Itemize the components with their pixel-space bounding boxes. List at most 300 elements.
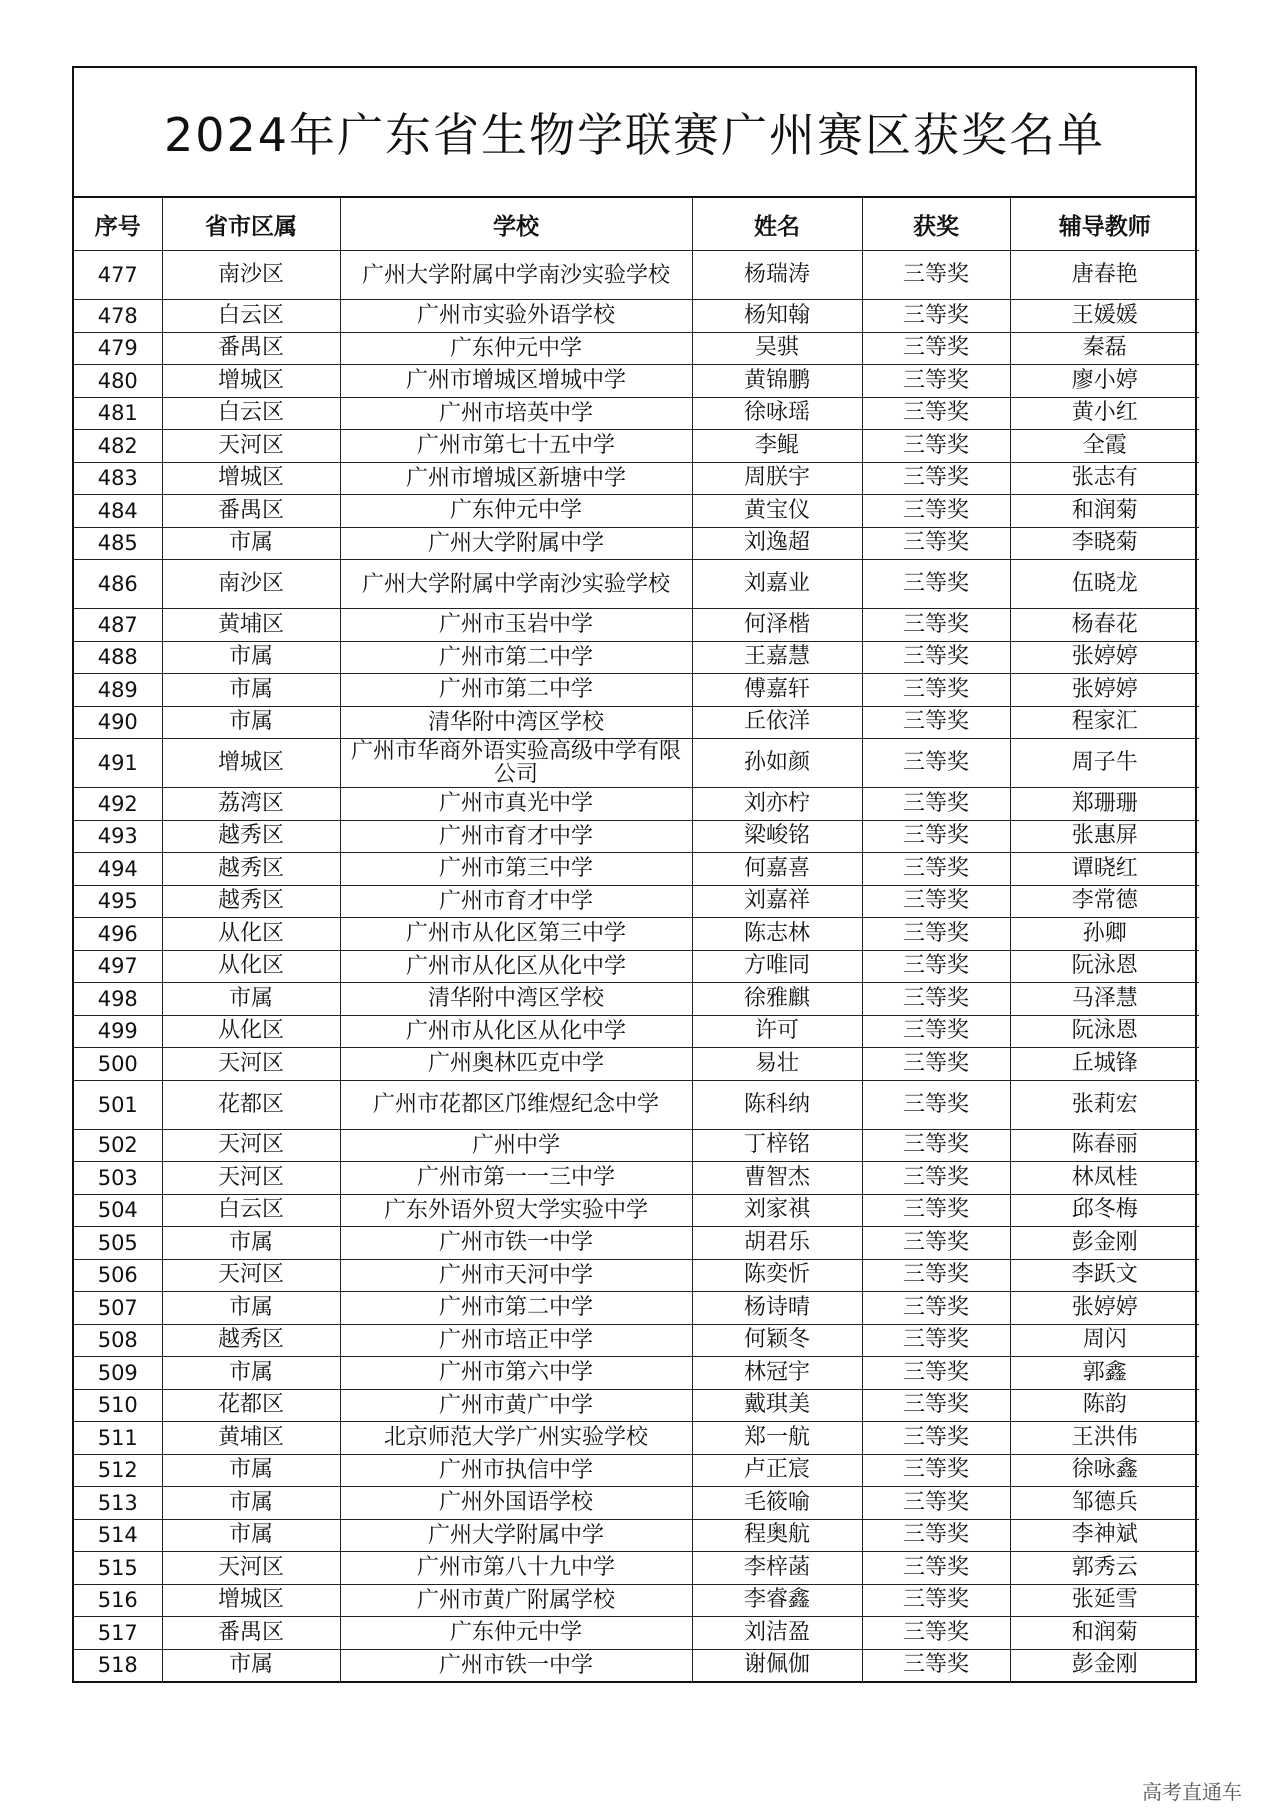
cell-award: 三等奖 (862, 251, 1010, 300)
cell-index: 481 (74, 397, 162, 430)
cell-school: 广州市第一一三中学 (340, 1162, 692, 1195)
cell-name: 何嘉喜 (692, 853, 862, 886)
cell-teacher: 阮泳恩 (1010, 1015, 1199, 1048)
cell-school: 北京师范大学广州实验学校 (340, 1422, 692, 1455)
cell-name: 刘家祺 (692, 1194, 862, 1227)
cell-award: 三等奖 (862, 1129, 1010, 1162)
cell-index: 511 (74, 1422, 162, 1455)
cell-index: 482 (74, 430, 162, 463)
cell-school: 广州市华商外语实验高级中学有限公司 (340, 739, 692, 788)
cell-name: 易壮 (692, 1048, 862, 1081)
cell-district: 增城区 (162, 1584, 340, 1617)
cell-teacher: 孙卿 (1010, 918, 1199, 951)
cell-school: 广州市玉岩中学 (340, 609, 692, 642)
cell-teacher: 张婷婷 (1010, 641, 1199, 674)
cell-district: 越秀区 (162, 1324, 340, 1357)
cell-district: 市属 (162, 1227, 340, 1260)
cell-name: 杨瑞涛 (692, 251, 862, 300)
cell-district: 增城区 (162, 365, 340, 398)
cell-award: 三等奖 (862, 885, 1010, 918)
cell-teacher: 阮泳恩 (1010, 950, 1199, 983)
cell-award: 三等奖 (862, 430, 1010, 463)
cell-district: 从化区 (162, 918, 340, 951)
cell-teacher: 邹德兵 (1010, 1487, 1199, 1520)
cell-award: 三等奖 (862, 853, 1010, 886)
cell-name: 陈奕忻 (692, 1259, 862, 1292)
cell-award: 三等奖 (862, 641, 1010, 674)
cell-index: 496 (74, 918, 162, 951)
cell-award: 三等奖 (862, 1519, 1010, 1552)
page-title: 2024年广东省生物学联赛广州赛区获奖名单 (74, 68, 1195, 198)
cell-district: 天河区 (162, 1259, 340, 1292)
cell-award: 三等奖 (862, 1194, 1010, 1227)
table-body (74, 251, 1199, 1682)
cell-teacher: 和润菊 (1010, 495, 1199, 528)
header-index: 序号 (74, 198, 162, 251)
cell-index: 480 (74, 365, 162, 398)
cell-teacher: 谭晓红 (1010, 853, 1199, 886)
cell-award: 三等奖 (862, 1259, 1010, 1292)
cell-name: 王嘉慧 (692, 641, 862, 674)
table-row (74, 462, 1199, 495)
cell-district: 市属 (162, 1292, 340, 1325)
cell-award: 三等奖 (862, 1162, 1010, 1195)
table-row (74, 1048, 1199, 1081)
cell-school: 广州市从化区从化中学 (340, 1015, 692, 1048)
cell-school: 广州市第七十五中学 (340, 430, 692, 463)
cell-district: 天河区 (162, 1552, 340, 1585)
cell-school: 广州市第三中学 (340, 853, 692, 886)
cell-index: 477 (74, 251, 162, 300)
cell-index: 502 (74, 1129, 162, 1162)
cell-award: 三等奖 (862, 1552, 1010, 1585)
cell-district: 市属 (162, 1649, 340, 1681)
table-row (74, 1617, 1199, 1650)
cell-index: 507 (74, 1292, 162, 1325)
cell-index: 510 (74, 1389, 162, 1422)
cell-district: 花都区 (162, 1080, 340, 1129)
cell-teacher: 郑珊珊 (1010, 788, 1199, 821)
cell-teacher: 唐春艳 (1010, 251, 1199, 300)
cell-school: 广州市育才中学 (340, 885, 692, 918)
cell-award: 三等奖 (862, 739, 1010, 788)
cell-name: 林冠宇 (692, 1357, 862, 1390)
cell-teacher: 周闪 (1010, 1324, 1199, 1357)
table-row (74, 706, 1199, 739)
cell-award: 三等奖 (862, 1487, 1010, 1520)
cell-school: 广州市从化区从化中学 (340, 950, 692, 983)
cell-index: 490 (74, 706, 162, 739)
cell-school: 广州市黄广中学 (340, 1389, 692, 1422)
cell-district: 市属 (162, 641, 340, 674)
cell-school: 广州市天河中学 (340, 1259, 692, 1292)
table-row (74, 397, 1199, 430)
table-row (74, 853, 1199, 886)
cell-name: 徐咏瑶 (692, 397, 862, 430)
table-row (74, 950, 1199, 983)
cell-award: 三等奖 (862, 1292, 1010, 1325)
cell-index: 517 (74, 1617, 162, 1650)
table-row (74, 788, 1199, 821)
cell-award: 三等奖 (862, 332, 1010, 365)
cell-school: 广东仲元中学 (340, 495, 692, 528)
cell-name: 曹智杰 (692, 1162, 862, 1195)
cell-school: 广东仲元中学 (340, 1617, 692, 1650)
cell-index: 514 (74, 1519, 162, 1552)
cell-teacher: 邱冬梅 (1010, 1194, 1199, 1227)
cell-teacher: 李神斌 (1010, 1519, 1199, 1552)
cell-school: 广州市从化区第三中学 (340, 918, 692, 951)
cell-name: 吴骐 (692, 332, 862, 365)
cell-name: 谢佩伽 (692, 1649, 862, 1681)
cell-school: 广州市培英中学 (340, 397, 692, 430)
cell-index: 513 (74, 1487, 162, 1520)
table-row (74, 1194, 1199, 1227)
cell-index: 494 (74, 853, 162, 886)
cell-name: 杨知翰 (692, 300, 862, 333)
table-row (74, 918, 1199, 951)
cell-index: 497 (74, 950, 162, 983)
cell-district: 白云区 (162, 300, 340, 333)
table-row (74, 1357, 1199, 1390)
cell-name: 刘逸超 (692, 527, 862, 560)
cell-school: 广州市增城区增城中学 (340, 365, 692, 398)
cell-district: 市属 (162, 527, 340, 560)
table-row (74, 1162, 1199, 1195)
cell-award: 三等奖 (862, 1048, 1010, 1081)
cell-teacher: 郭秀云 (1010, 1552, 1199, 1585)
cell-district: 越秀区 (162, 853, 340, 886)
cell-award: 三等奖 (862, 1422, 1010, 1455)
cell-teacher: 李跃文 (1010, 1259, 1199, 1292)
cell-district: 市属 (162, 1519, 340, 1552)
cell-award: 三等奖 (862, 918, 1010, 951)
cell-teacher: 张惠屏 (1010, 820, 1199, 853)
cell-award: 三等奖 (862, 820, 1010, 853)
cell-district: 南沙区 (162, 251, 340, 300)
cell-district: 花都区 (162, 1389, 340, 1422)
cell-school: 清华附中湾区学校 (340, 706, 692, 739)
table-row (74, 527, 1199, 560)
cell-name: 丘依洋 (692, 706, 862, 739)
table-row (74, 1324, 1199, 1357)
cell-name: 何泽楷 (692, 609, 862, 642)
table-row (74, 1015, 1199, 1048)
cell-teacher: 马泽慧 (1010, 983, 1199, 1016)
cell-index: 512 (74, 1454, 162, 1487)
cell-district: 从化区 (162, 1015, 340, 1048)
cell-award: 三等奖 (862, 1389, 1010, 1422)
cell-district: 越秀区 (162, 820, 340, 853)
cell-award: 三等奖 (862, 1584, 1010, 1617)
cell-index: 492 (74, 788, 162, 821)
header-district: 省市区属 (162, 198, 340, 251)
cell-name: 许可 (692, 1015, 862, 1048)
cell-name: 徐雅麒 (692, 983, 862, 1016)
cell-district: 黄埔区 (162, 609, 340, 642)
cell-name: 刘嘉业 (692, 560, 862, 609)
cell-school: 广东外语外贸大学实验中学 (340, 1194, 692, 1227)
cell-teacher: 廖小婷 (1010, 365, 1199, 398)
table-row (74, 1422, 1199, 1455)
table-row (74, 739, 1199, 788)
cell-award: 三等奖 (862, 1324, 1010, 1357)
cell-school: 广州大学附属中学南沙实验学校 (340, 560, 692, 609)
cell-index: 484 (74, 495, 162, 528)
cell-index: 483 (74, 462, 162, 495)
cell-teacher: 王洪伟 (1010, 1422, 1199, 1455)
cell-award: 三等奖 (862, 950, 1010, 983)
cell-district: 南沙区 (162, 560, 340, 609)
cell-district: 市属 (162, 983, 340, 1016)
cell-award: 三等奖 (862, 1015, 1010, 1048)
cell-district: 市属 (162, 1454, 340, 1487)
cell-teacher: 和润菊 (1010, 1617, 1199, 1650)
table-row (74, 560, 1199, 609)
table-row (74, 495, 1199, 528)
cell-award: 三等奖 (862, 495, 1010, 528)
cell-school: 广州市花都区邝维煜纪念中学 (340, 1080, 692, 1129)
cell-teacher: 张延雪 (1010, 1584, 1199, 1617)
cell-teacher: 陈韵 (1010, 1389, 1199, 1422)
cell-name: 周朕宇 (692, 462, 862, 495)
cell-teacher: 伍晓龙 (1010, 560, 1199, 609)
table-row (74, 1227, 1199, 1260)
cell-teacher: 李常德 (1010, 885, 1199, 918)
cell-index: 503 (74, 1162, 162, 1195)
cell-name: 傅嘉轩 (692, 674, 862, 707)
cell-name: 卢正宸 (692, 1454, 862, 1487)
table-row (74, 1080, 1199, 1129)
cell-award: 三等奖 (862, 1617, 1010, 1650)
cell-index: 515 (74, 1552, 162, 1585)
cell-index: 491 (74, 739, 162, 788)
award-table (74, 198, 1199, 1681)
cell-index: 509 (74, 1357, 162, 1390)
cell-district: 番禺区 (162, 1617, 340, 1650)
table-row (74, 609, 1199, 642)
cell-index: 493 (74, 820, 162, 853)
cell-name: 梁峻铭 (692, 820, 862, 853)
header-school: 学校 (340, 198, 692, 251)
cell-teacher: 彭金刚 (1010, 1227, 1199, 1260)
cell-district: 荔湾区 (162, 788, 340, 821)
cell-teacher: 张莉宏 (1010, 1080, 1199, 1129)
cell-award: 三等奖 (862, 462, 1010, 495)
cell-name: 李睿鑫 (692, 1584, 862, 1617)
table-row (74, 332, 1199, 365)
cell-index: 479 (74, 332, 162, 365)
cell-index: 487 (74, 609, 162, 642)
cell-index: 506 (74, 1259, 162, 1292)
cell-award: 三等奖 (862, 1649, 1010, 1681)
cell-award: 三等奖 (862, 527, 1010, 560)
cell-school: 广州市铁一中学 (340, 1227, 692, 1260)
cell-teacher: 程家汇 (1010, 706, 1199, 739)
cell-index: 508 (74, 1324, 162, 1357)
cell-district: 市属 (162, 706, 340, 739)
cell-name: 刘洁盈 (692, 1617, 862, 1650)
cell-award: 三等奖 (862, 397, 1010, 430)
cell-school: 广州市第八十九中学 (340, 1552, 692, 1585)
cell-index: 500 (74, 1048, 162, 1081)
cell-award: 三等奖 (862, 983, 1010, 1016)
cell-name: 黄宝仪 (692, 495, 862, 528)
table-row (74, 1292, 1199, 1325)
cell-award: 三等奖 (862, 706, 1010, 739)
cell-school: 广州大学附属中学 (340, 527, 692, 560)
cell-name: 戴琪美 (692, 1389, 862, 1422)
cell-name: 何颖冬 (692, 1324, 862, 1357)
cell-name: 胡君乐 (692, 1227, 862, 1260)
cell-award: 三等奖 (862, 788, 1010, 821)
cell-teacher: 秦磊 (1010, 332, 1199, 365)
table-row (74, 820, 1199, 853)
cell-district: 天河区 (162, 1129, 340, 1162)
cell-school: 广州市第六中学 (340, 1357, 692, 1390)
cell-school: 广州市铁一中学 (340, 1649, 692, 1681)
cell-school: 广州市育才中学 (340, 820, 692, 853)
cell-name: 方唯同 (692, 950, 862, 983)
cell-award: 三等奖 (862, 1454, 1010, 1487)
cell-teacher: 丘城锋 (1010, 1048, 1199, 1081)
cell-index: 504 (74, 1194, 162, 1227)
cell-teacher: 郭鑫 (1010, 1357, 1199, 1390)
cell-teacher: 陈春丽 (1010, 1129, 1199, 1162)
cell-school: 广州市培正中学 (340, 1324, 692, 1357)
cell-school: 广州奥林匹克中学 (340, 1048, 692, 1081)
cell-index: 485 (74, 527, 162, 560)
table-row (74, 1584, 1199, 1617)
table-row (74, 430, 1199, 463)
header-teacher: 辅导教师 (1010, 198, 1199, 251)
cell-index: 505 (74, 1227, 162, 1260)
cell-school: 广州中学 (340, 1129, 692, 1162)
cell-name: 郑一航 (692, 1422, 862, 1455)
cell-school: 广州市执信中学 (340, 1454, 692, 1487)
cell-index: 489 (74, 674, 162, 707)
cell-teacher: 周子牛 (1010, 739, 1199, 788)
table-row (74, 365, 1199, 398)
table-row (74, 1129, 1199, 1162)
table-row (74, 1259, 1199, 1292)
cell-school: 广州市增城区新塘中学 (340, 462, 692, 495)
cell-district: 番禺区 (162, 332, 340, 365)
cell-name: 陈志林 (692, 918, 862, 951)
cell-teacher: 张志有 (1010, 462, 1199, 495)
cell-teacher: 杨春花 (1010, 609, 1199, 642)
cell-index: 478 (74, 300, 162, 333)
cell-teacher: 张婷婷 (1010, 1292, 1199, 1325)
cell-index: 518 (74, 1649, 162, 1681)
cell-award: 三等奖 (862, 1357, 1010, 1390)
cell-index: 488 (74, 641, 162, 674)
table-row (74, 674, 1199, 707)
cell-teacher: 王媛媛 (1010, 300, 1199, 333)
table-row (74, 1649, 1199, 1681)
cell-teacher: 黄小红 (1010, 397, 1199, 430)
table-row (74, 1454, 1199, 1487)
cell-district: 天河区 (162, 1048, 340, 1081)
cell-index: 486 (74, 560, 162, 609)
cell-name: 孙如颜 (692, 739, 862, 788)
table-row (74, 251, 1199, 300)
cell-teacher: 李晓菊 (1010, 527, 1199, 560)
cell-name: 黄锦鹏 (692, 365, 862, 398)
table-row (74, 1487, 1199, 1520)
cell-award: 三等奖 (862, 674, 1010, 707)
table-row (74, 1389, 1199, 1422)
cell-district: 从化区 (162, 950, 340, 983)
cell-district: 市属 (162, 1487, 340, 1520)
table-row (74, 983, 1199, 1016)
cell-award: 三等奖 (862, 560, 1010, 609)
cell-name: 李梓菡 (692, 1552, 862, 1585)
cell-award: 三等奖 (862, 365, 1010, 398)
cell-index: 498 (74, 983, 162, 1016)
cell-school: 广东仲元中学 (340, 332, 692, 365)
cell-index: 499 (74, 1015, 162, 1048)
cell-teacher: 彭金刚 (1010, 1649, 1199, 1681)
table-row (74, 885, 1199, 918)
cell-index: 501 (74, 1080, 162, 1129)
cell-school: 广州市第二中学 (340, 641, 692, 674)
cell-district: 黄埔区 (162, 1422, 340, 1455)
cell-school: 广州市实验外语学校 (340, 300, 692, 333)
cell-name: 陈科纳 (692, 1080, 862, 1129)
cell-district: 天河区 (162, 1162, 340, 1195)
cell-award: 三等奖 (862, 1227, 1010, 1260)
cell-district: 天河区 (162, 430, 340, 463)
watermark-text: 高考直通车 (1142, 1780, 1242, 1804)
cell-name: 刘亦柠 (692, 788, 862, 821)
cell-district: 市属 (162, 674, 340, 707)
cell-district: 增城区 (162, 739, 340, 788)
cell-index: 516 (74, 1584, 162, 1617)
cell-index: 495 (74, 885, 162, 918)
cell-name: 杨诗晴 (692, 1292, 862, 1325)
award-list-sheet (72, 66, 1197, 1683)
table-row (74, 1519, 1199, 1552)
cell-school: 广州市第二中学 (340, 1292, 692, 1325)
cell-award: 三等奖 (862, 300, 1010, 333)
cell-teacher: 徐咏鑫 (1010, 1454, 1199, 1487)
cell-school: 广州大学附属中学南沙实验学校 (340, 251, 692, 300)
cell-teacher: 林凤桂 (1010, 1162, 1199, 1195)
cell-name: 丁梓铭 (692, 1129, 862, 1162)
cell-name: 毛筱喻 (692, 1487, 862, 1520)
cell-school: 清华附中湾区学校 (340, 983, 692, 1016)
cell-district: 越秀区 (162, 885, 340, 918)
header-name: 姓名 (692, 198, 862, 251)
cell-name: 李鲲 (692, 430, 862, 463)
cell-school: 广州外国语学校 (340, 1487, 692, 1520)
cell-district: 市属 (162, 1357, 340, 1390)
cell-teacher: 全霞 (1010, 430, 1199, 463)
cell-school: 广州市真光中学 (340, 788, 692, 821)
cell-school: 广州市第二中学 (340, 674, 692, 707)
cell-district: 白云区 (162, 397, 340, 430)
cell-award: 三等奖 (862, 1080, 1010, 1129)
cell-district: 增城区 (162, 462, 340, 495)
cell-school: 广州市黄广附属学校 (340, 1584, 692, 1617)
header-award: 获奖 (862, 198, 1010, 251)
table-row (74, 300, 1199, 333)
table-row (74, 1552, 1199, 1585)
header-row (74, 198, 1199, 251)
cell-district: 番禺区 (162, 495, 340, 528)
cell-teacher: 张婷婷 (1010, 674, 1199, 707)
